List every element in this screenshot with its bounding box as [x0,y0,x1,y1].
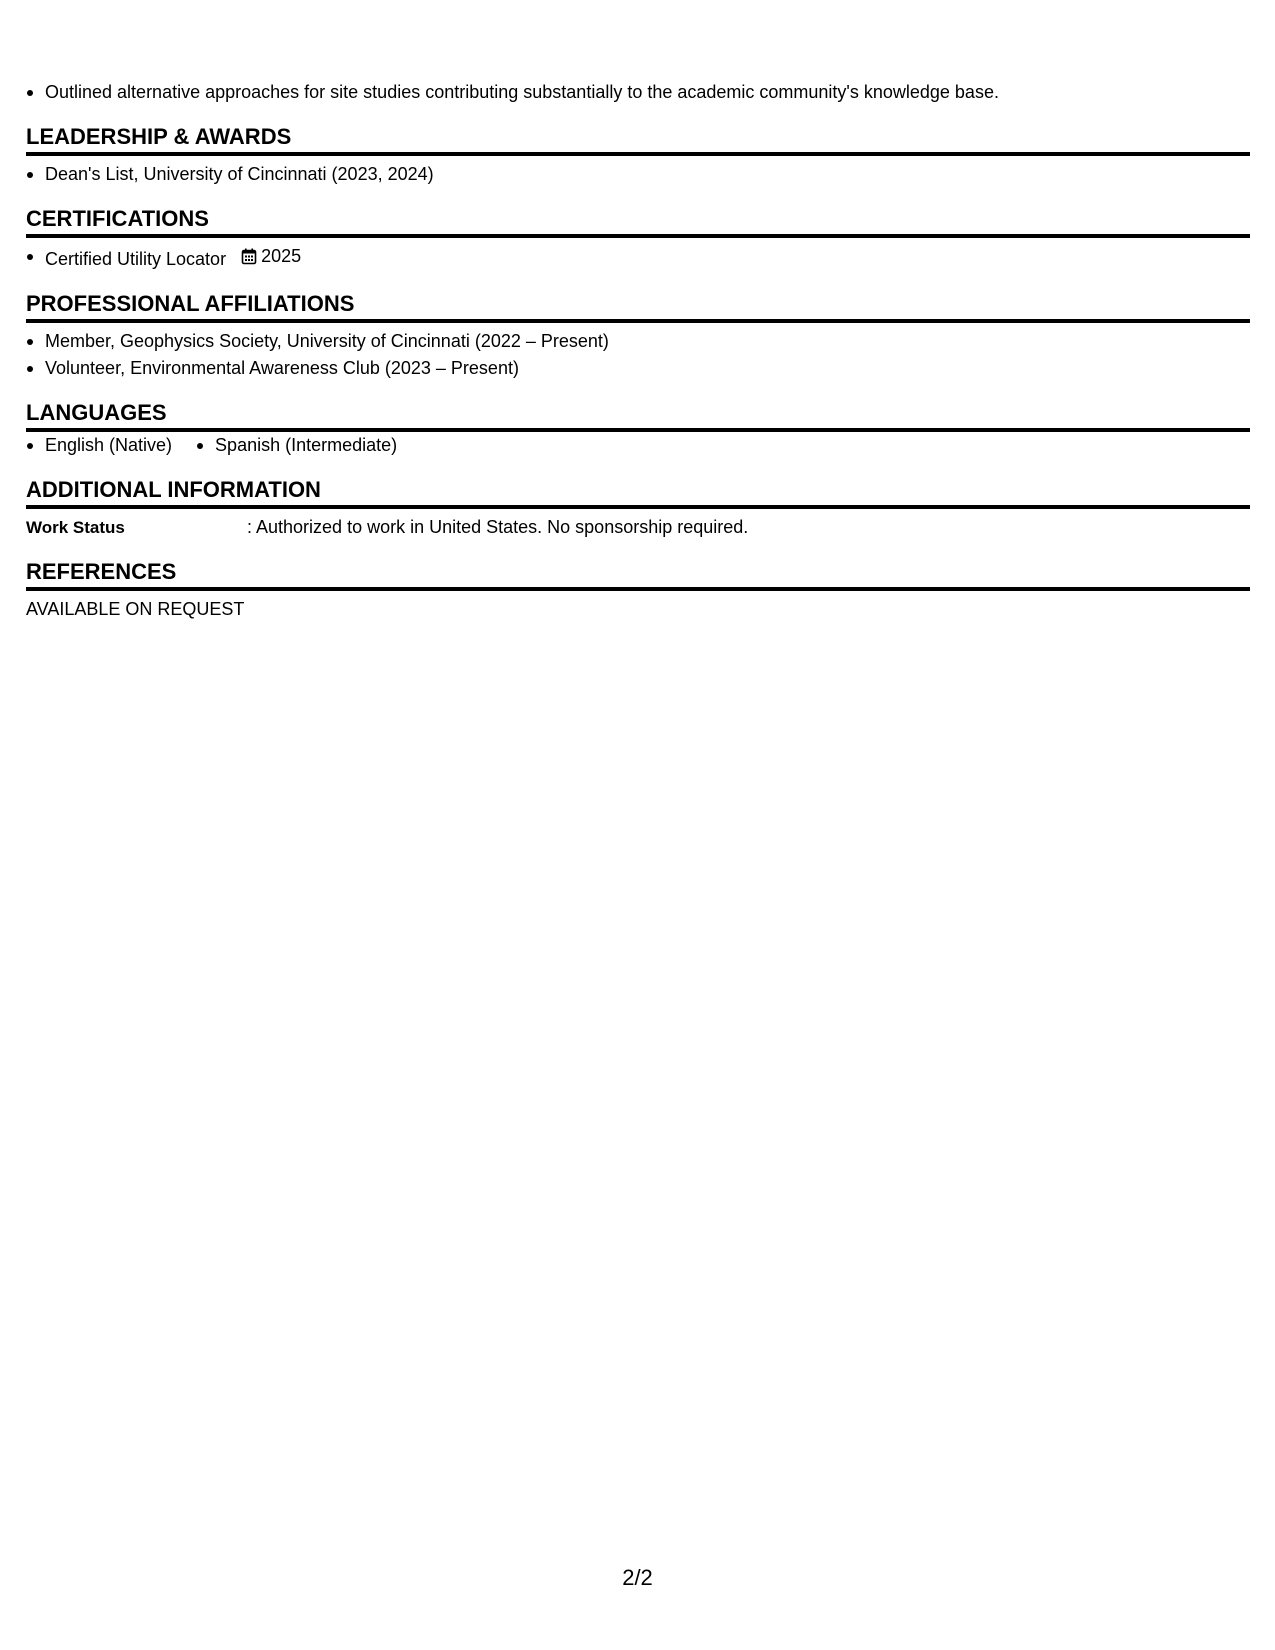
section-languages [26,400,1250,459]
section-title: LANGUAGES [26,400,1250,432]
section-title: LEADERSHIP & AWARDS [26,124,1250,156]
references-text: AVAILABLE ON REQUEST [26,599,245,619]
language-item: English (Native) [26,432,172,459]
affiliation-item: Volunteer, Environmental Awareness Club (2023 – Present) [26,355,1250,382]
languages-list [26,432,1250,459]
work-status-row [26,514,1250,541]
experience-bullet: Outlined alternative approaches for site studies contributing substantially to the academic community's knowledge base. [26,79,1250,106]
section-certifications [26,206,1250,273]
section-title: REFERENCES [26,559,1250,591]
section-references [26,559,1250,623]
section-leadership [26,124,1250,188]
certifications-list [26,243,1250,273]
work-status-value: : Authorized to work in United States. No sponsorship required. [247,517,749,537]
resume-page [26,0,1250,623]
section-title: ADDITIONAL INFORMATION [26,477,1250,509]
work-status-label: Work Status [26,518,125,537]
affiliation-item: Member, Geophysics Society, University of Cincinnati (2022 – Present) [26,328,1250,355]
section-title: PROFESSIONAL AFFILIATIONS [26,291,1250,323]
leadership-item: Dean's List, University of Cincinnati (2023, 2024) [26,161,1250,188]
leadership-list [26,161,1250,188]
section-title: CERTIFICATIONS [26,206,1250,238]
section-additional-information [26,477,1250,541]
calendar-icon [241,248,257,265]
certification-item [26,243,1250,273]
experience-bullets [26,79,1250,106]
certification-name: Certified Utility Locator [45,249,227,269]
page-number: 2/2 [622,1565,653,1590]
certification-year: 2025 [261,246,302,266]
certification-date [241,243,301,270]
language-item: Spanish (Intermediate) [196,432,397,459]
section-affiliations [26,291,1250,382]
affiliations-list [26,328,1250,382]
